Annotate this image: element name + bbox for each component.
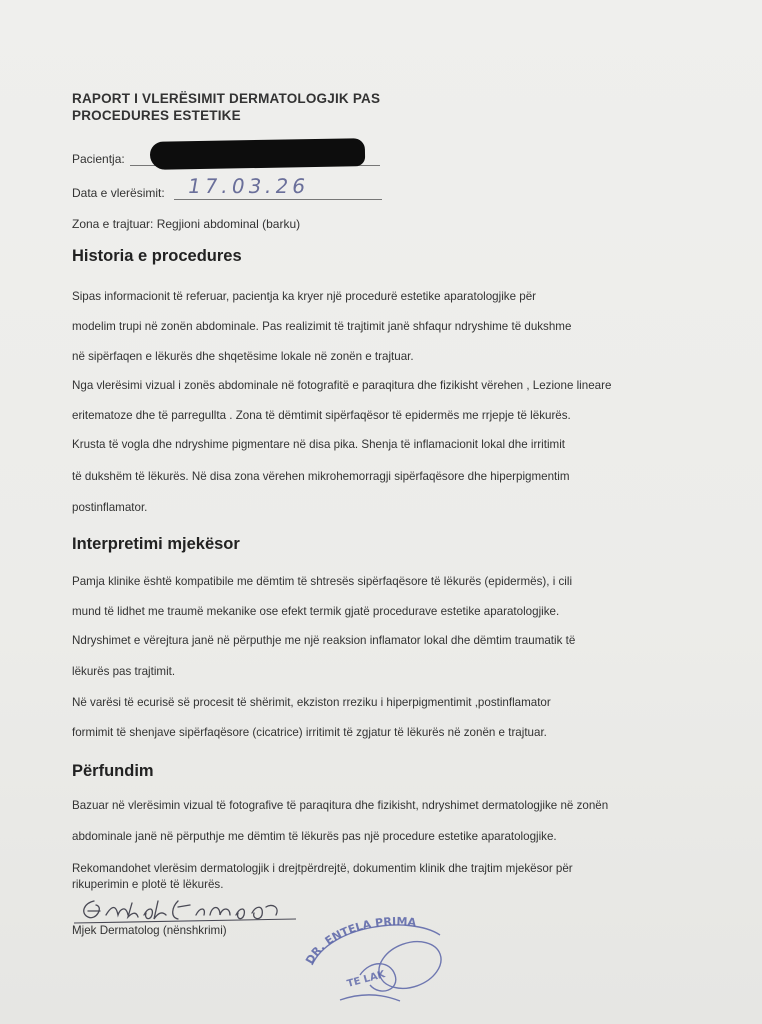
history-line: modelim trupi në zonën abdominale. Pas realizimit të trajtimit janë shfaqur ndryshime të dukshme	[72, 320, 572, 333]
date-handwritten-value: 17.03.26	[185, 174, 312, 198]
doctor-stamp	[300, 905, 460, 1015]
report-title	[72, 90, 380, 124]
history-line: eritematoze dhe të parregullta . Zona të dëmtimit sipërfaqësor të epidermës me rrjepje të lëkurës.	[72, 409, 571, 422]
history-heading: Historia e procedures	[72, 247, 242, 265]
history-line: të dukshëm të lëkurës. Në disa zona vërehen mikrohemorragji sipërfaqësore dhe hiperpigmentim	[72, 470, 570, 483]
history-line: Krusta të vogla dhe ndryshime pigmentare në disa pika. Shenja të inflamacionit lokal dhe irritimit	[72, 438, 565, 451]
conclusion-line: Rekomandohet vlerësim dermatologjik i drejtpërdrejtë, dokumentim klinik dhe trajtim mjekësor për	[72, 862, 573, 875]
interpretation-line: formimit të shenjave sipërfaqësore (cicatrice) irritimit të zgjatur të lëkurës në zonën e trajtuar.	[72, 726, 547, 739]
interpretation-heading: Interpretimi mjekësor	[72, 535, 240, 553]
date-underline	[174, 198, 382, 200]
interpretation-line: Ndryshimet e vërejtura janë në përputhje me një reaksion inflamator lokal dhe dëmtim traumatik të	[72, 634, 576, 647]
history-line: në sipërfaqen e lëkurës dhe shqetësime lokale në zonën e trajtuar.	[72, 350, 414, 363]
interpretation-line: Në varësi të ecurisë së procesit të shërimit, ekziston rreziku i hiperpigmentimit ,postinflamator	[72, 696, 551, 709]
treated-zone: Zona e trajtuar: Regjioni abdominal (barku)	[72, 217, 301, 231]
date-label: Data e vlerësimit:	[72, 186, 165, 200]
svg-text:DR. ENTELA PRIMA: DR. ENTELA PRIMA	[303, 914, 417, 967]
report-title-line-1: RAPORT I VLERËSIMIT DERMATOLOGJIK PAS	[72, 91, 381, 106]
conclusion-line: abdominale janë në përputhje me dëmtim të lëkurës pas një procedure estetike aparatologjike.	[72, 830, 557, 843]
conclusion-line: Bazuar në vlerësimin vizual të fotografive të paraqitura dhe fizikisht, ndryshimet dermatologjike në zonën	[72, 799, 609, 812]
date-field	[72, 186, 165, 200]
interpretation-line: lëkurës pas trajtimit.	[72, 665, 176, 678]
redaction-bar	[150, 138, 365, 170]
svg-text:TE LAK: TE LAK	[345, 969, 387, 990]
report-title-line-2: PROCEDURES ESTETIKE	[72, 108, 241, 123]
conclusion-heading: Përfundim	[72, 762, 154, 780]
interpretation-line: Pamja klinike është kompatibile me dëmtim të shtresës sipërfaqësore të lëkurës (epidermës), i cili	[72, 575, 573, 588]
history-line: Sipas informacionit të referuar, pacientja ka kryer një procedurë estetike aparatologjike për	[72, 290, 536, 303]
history-line: postinflamator.	[72, 501, 148, 514]
history-line: Nga vlerësimi vizual i zonës abdominale në fotografitë e paraqitura dhe fizikisht vërehen , Lezione lineare	[72, 379, 612, 392]
patient-label: Pacientja:	[72, 152, 125, 166]
interpretation-line: mund të lidhet me traumë mekanike ose efekt termik gjatë procedurave estetike aparatologjike.	[72, 605, 560, 618]
signature-label: Mjek Dermatolog (nënshkrimi)	[72, 924, 227, 937]
patient-field	[72, 152, 125, 166]
conclusion-line: rikuperimin e plotë të lëkurës.	[72, 878, 224, 891]
